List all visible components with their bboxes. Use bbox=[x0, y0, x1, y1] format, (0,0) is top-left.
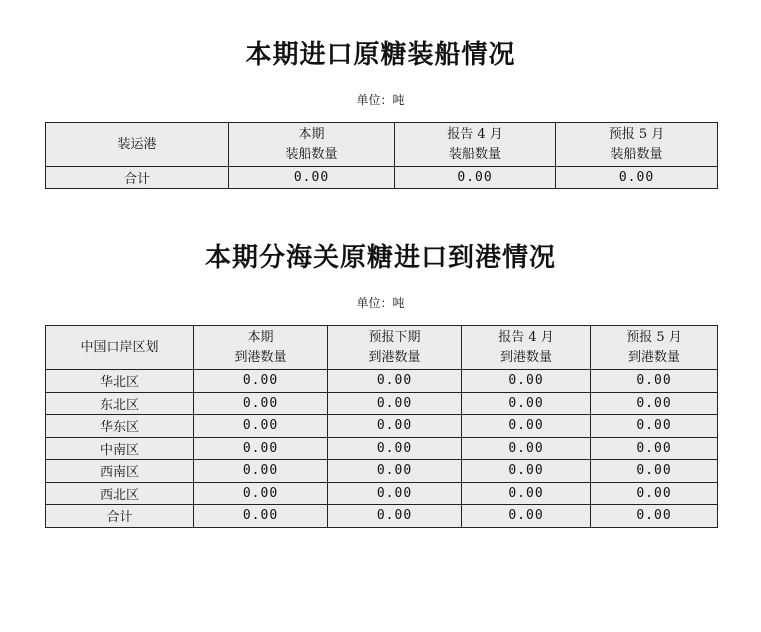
cell-current: 0.00 bbox=[194, 392, 328, 415]
cell-report: 0.00 bbox=[395, 167, 556, 189]
cell-current: 0.00 bbox=[194, 437, 328, 460]
header-report-line1: 报告 4 月 bbox=[447, 126, 503, 142]
cell-current: 0.00 bbox=[194, 460, 328, 483]
header-forecast-line2: 装船数量 bbox=[610, 146, 663, 162]
header-forecast-line1: 预报 5 月 bbox=[608, 126, 665, 142]
cell-forecast: 0.00 bbox=[591, 392, 718, 415]
header-report-arrival bbox=[462, 326, 591, 370]
table-row bbox=[46, 370, 718, 393]
cell-report: 0.00 bbox=[462, 415, 591, 438]
row-label: 东北区 bbox=[46, 392, 194, 415]
cell-next: 0.00 bbox=[328, 370, 462, 393]
cell-report: 0.00 bbox=[462, 505, 591, 528]
cell-forecast: 0.00 bbox=[591, 482, 718, 505]
cell-next: 0.00 bbox=[328, 482, 462, 505]
table-row bbox=[46, 437, 718, 460]
header-current-line2: 装船数量 bbox=[285, 146, 338, 162]
arrival-table-header bbox=[46, 326, 718, 370]
arrival-unit-label: 单位：吨 bbox=[356, 296, 405, 310]
header-forecast-shipment bbox=[556, 123, 718, 167]
row-label: 华东区 bbox=[46, 415, 194, 438]
cell-forecast: 0.00 bbox=[591, 370, 718, 393]
cell-current: 0.00 bbox=[194, 482, 328, 505]
cell-forecast: 0.00 bbox=[591, 415, 718, 438]
table-row-total bbox=[46, 505, 718, 528]
header-current-line1: 本期 bbox=[298, 126, 325, 142]
cell-next: 0.00 bbox=[328, 392, 462, 415]
header-report-line2: 装船数量 bbox=[448, 146, 501, 162]
cell-forecast: 0.00 bbox=[556, 167, 718, 189]
header-next-line1: 预报下期 bbox=[368, 329, 421, 345]
cell-forecast: 0.00 bbox=[591, 437, 718, 460]
cell-report: 0.00 bbox=[462, 392, 591, 415]
header-loading-port-text: 装运港 bbox=[117, 136, 157, 152]
row-label: 合计 bbox=[46, 505, 194, 528]
cell-report: 0.00 bbox=[462, 482, 591, 505]
header-forecast-arrival bbox=[591, 326, 718, 370]
table-row bbox=[46, 460, 718, 483]
header-current-line2: 到港数量 bbox=[234, 349, 287, 365]
header-current-shipment bbox=[229, 123, 395, 167]
row-label: 合计 bbox=[46, 167, 229, 189]
header-report-line2: 到港数量 bbox=[499, 349, 552, 365]
table-row-total bbox=[46, 167, 718, 189]
header-next-arrival bbox=[328, 326, 462, 370]
header-forecast-line1: 预报 5 月 bbox=[626, 329, 682, 345]
table-row bbox=[46, 415, 718, 438]
header-forecast-line2: 到港数量 bbox=[627, 349, 680, 365]
cell-current: 0.00 bbox=[194, 415, 328, 438]
cell-current: 0.00 bbox=[229, 167, 395, 189]
row-label: 西南区 bbox=[46, 460, 194, 483]
cell-forecast: 0.00 bbox=[591, 505, 718, 528]
header-region bbox=[46, 326, 194, 370]
header-region-text: 中国口岸区划 bbox=[80, 339, 159, 355]
header-current-arrival bbox=[194, 326, 328, 370]
row-label: 中南区 bbox=[46, 437, 194, 460]
arrival-table bbox=[45, 325, 718, 528]
cell-next: 0.00 bbox=[328, 460, 462, 483]
cell-next: 0.00 bbox=[328, 437, 462, 460]
cell-next: 0.00 bbox=[328, 415, 462, 438]
shipment-table-header bbox=[46, 123, 718, 167]
cell-current: 0.00 bbox=[194, 370, 328, 393]
shipment-unit-label: 单位：吨 bbox=[356, 93, 405, 107]
cell-forecast: 0.00 bbox=[591, 460, 718, 483]
shipment-title: 本期进口原糖装船情况 bbox=[245, 40, 516, 70]
arrival-title: 本期分海关原糖进口到港情况 bbox=[204, 243, 556, 273]
header-report-shipment bbox=[395, 123, 556, 167]
header-next-line2: 到港数量 bbox=[368, 349, 421, 365]
header-current-line1: 本期 bbox=[247, 329, 274, 345]
table-row bbox=[46, 482, 718, 505]
row-label: 华北区 bbox=[46, 370, 194, 393]
cell-next: 0.00 bbox=[328, 505, 462, 528]
cell-report: 0.00 bbox=[462, 437, 591, 460]
header-loading-port bbox=[46, 123, 229, 167]
cell-report: 0.00 bbox=[462, 370, 591, 393]
cell-report: 0.00 bbox=[462, 460, 591, 483]
shipment-table bbox=[45, 122, 718, 189]
table-row bbox=[46, 392, 718, 415]
header-report-line1: 报告 4 月 bbox=[498, 329, 554, 345]
row-label: 西北区 bbox=[46, 482, 194, 505]
cell-current: 0.00 bbox=[194, 505, 328, 528]
